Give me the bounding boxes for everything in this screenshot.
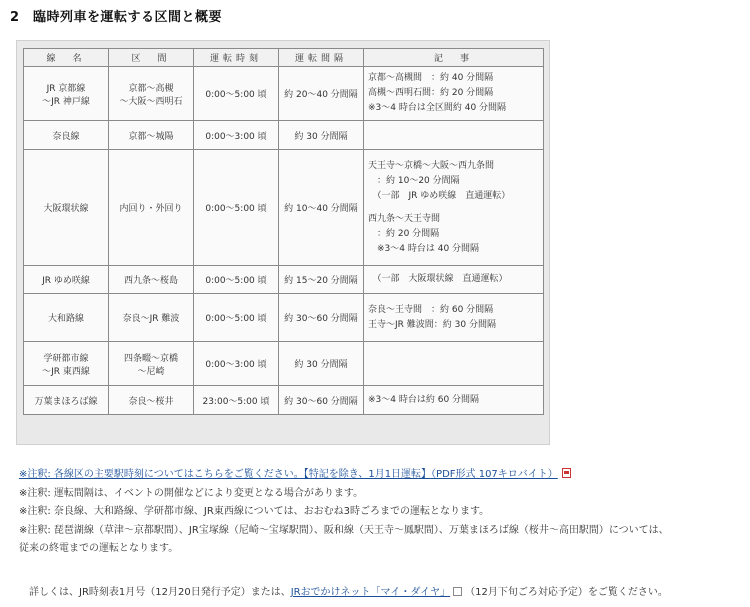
cell-interval: 約 30～60 分間隔 (279, 294, 364, 342)
note-line-1 (19, 466, 739, 485)
cell-section: 内回り・外回り (109, 150, 194, 266)
table-row (24, 342, 544, 386)
cell-line: 大和路線 (24, 294, 109, 342)
note-line-2: ※注釈: 運転間隔は、イベントの開催などにより変更となる場合があります。 (19, 487, 364, 499)
header-time: 運転時刻 (194, 49, 279, 67)
cell-line: 大阪環状線 (24, 150, 109, 266)
cell-interval: 約 15～20 分間隔 (279, 266, 364, 294)
notes-block (19, 466, 739, 559)
cell-notes: 奈良～王寺間 ：約 60 分間隔 王寺～JR 難波間：約 30 分間隔 (364, 294, 544, 342)
header-line: 線 名 (24, 49, 109, 67)
cell-notes: （一部 大阪環状線 直通運転） (364, 266, 544, 294)
cell-line: 奈良線 (24, 121, 109, 150)
timetable-pdf-link[interactable]: ※注釈: 各線区の主要駅時刻についてはこちらをご覧ください。【特記を除き、1月1日運転】（PDF形式 107キロバイト） (19, 469, 558, 480)
cell-time: 0:00～5:00 頃 (194, 67, 279, 121)
external-link-icon (453, 587, 462, 596)
table-row (24, 294, 544, 342)
cell-notes (364, 121, 544, 150)
note-line-4: ※注釈: 琵琶湖線（草津～京都駅間）、JR宝塚線（尼崎～宝塚駅間）、阪和線（天王寺～鳳駅間）、万葉まほろば線（桜井～高田駅間）については、 (19, 524, 669, 536)
cell-notes (364, 342, 544, 386)
cell-interval: 約 20～40 分間隔 (279, 67, 364, 121)
table-header-row (24, 49, 544, 67)
cell-time: 0:00～3:00 頃 (194, 121, 279, 150)
note-line-3: ※注釈: 奈良線、大和路線、学研都市線、JR東西線については、おおむね3時ごろまでの運転となります。 (19, 506, 490, 517)
cell-section: 奈良～桜井 (109, 386, 194, 415)
footer-prefix: 詳しくは、JR時刻表1月号（12月20日発行予定）または、 (29, 587, 291, 598)
cell-time: 0:00～5:00 頃 (194, 266, 279, 294)
footer-text (29, 583, 739, 598)
table-row (24, 150, 544, 266)
section-title: 2 臨時列車を運転する区間と概要 (10, 10, 223, 25)
cell-section: 四条畷～京橋 ～尼崎 (109, 342, 194, 386)
header-section: 区 間 (109, 49, 194, 67)
cell-interval: 約 30 分間隔 (279, 121, 364, 150)
cell-line: JR 京都線 ～JR 神戸線 (24, 67, 109, 121)
cell-notes: 京都～高槻間 ：約 40 分間隔 高槻～西明石間：約 20 分間隔 ※3～4 時台は全区間約 40 分間隔 (364, 67, 544, 121)
schedule-table (23, 48, 544, 415)
header-interval: 運転間隔 (279, 49, 364, 67)
cell-interval: 約 30 分間隔 (279, 342, 364, 386)
cell-line: JR ゆめ咲線 (24, 266, 109, 294)
table-row (24, 386, 544, 415)
cell-time: 0:00～5:00 頃 (194, 294, 279, 342)
cell-line: 学研都市線 ～JR 東西線 (24, 342, 109, 386)
cell-section: 奈良～JR 難波 (109, 294, 194, 342)
note-line-5: 従来の終電までの運転となります。 (19, 543, 179, 554)
cell-interval: 約 30～60 分間隔 (279, 386, 364, 415)
table-row (24, 67, 544, 121)
cell-notes: ※3～4 時台は約 60 分間隔 (364, 386, 544, 415)
cell-line: 万葉まほろば線 (24, 386, 109, 415)
table-row (24, 266, 544, 294)
footer-suffix: （12月下旬ごろ対応予定）をご覧ください。 (465, 587, 668, 598)
cell-section: 西九条～桜島 (109, 266, 194, 294)
cell-time: 0:00～3:00 頃 (194, 342, 279, 386)
cell-time: 23:00～5:00 頃 (194, 386, 279, 415)
header-notes: 記 事 (364, 49, 544, 67)
schedule-table-image (16, 40, 550, 445)
cell-notes: 天王寺～京橋～大阪～西九条間 ：約 10～20 分間隔 （一部 JR ゆめ咲線 直通運転） 西九条～天王寺間 ：約 20 分間隔 ※3～4 時台は 40 分間隔 (364, 150, 544, 266)
pdf-icon (562, 468, 571, 478)
cell-time: 0:00～5:00 頃 (194, 150, 279, 266)
my-diagram-link[interactable]: JRおでかけネット「マイ・ダイヤ」 (290, 587, 451, 598)
cell-section: 京都～高槻 ～大阪～西明石 (109, 67, 194, 121)
cell-section: 京都～城陽 (109, 121, 194, 150)
table-row (24, 121, 544, 150)
cell-interval: 約 10～40 分間隔 (279, 150, 364, 266)
